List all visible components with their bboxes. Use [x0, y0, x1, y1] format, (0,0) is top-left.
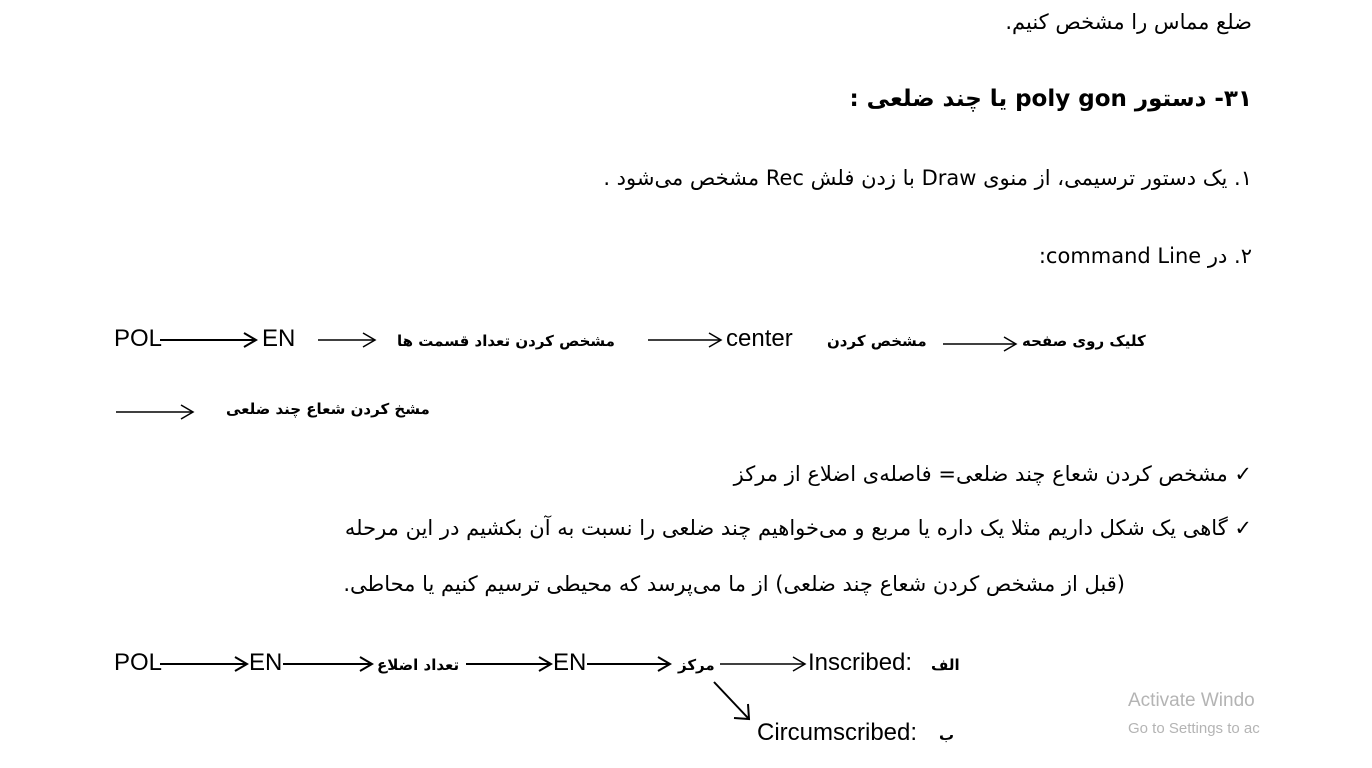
arrow-right-icon [648, 330, 723, 350]
flow2-en2: EN [553, 649, 587, 676]
list-item-2: ۲. در command Line: [1038, 244, 1252, 268]
flow1-segments: مشخص کردن تعداد قسمت ها [397, 332, 615, 350]
flow1-en: EN [262, 325, 296, 352]
flow2-en1: EN [249, 649, 283, 676]
check-item-1-text: مشخص کردن شعاع چند ضلعی= فاصله‌ی اضلاع از مرکز [733, 462, 1228, 486]
arrow-right-icon [466, 654, 554, 674]
check-mark-icon: ✓ [1234, 516, 1252, 540]
arrow-down-right-icon [708, 678, 758, 726]
arrow-right-icon [160, 330, 260, 350]
flow2-be: ب [939, 726, 955, 744]
flow2-inscribed: Inscribed: [808, 649, 913, 676]
activate-windows-subtitle: Go to Settings to ac [1128, 720, 1260, 737]
flow1-radius: مشخ کردن شعاع چند ضلعی [226, 400, 430, 418]
flow1-click: کلیک روی صفحه [1022, 332, 1146, 350]
check-item-2-continuation: (قبل از مشخص کردن شعاع چند ضلعی) از ما می‌پرسد که محیطی ترسیم کنیم یا محاطی. [343, 572, 1125, 596]
flow1-center-label: مشخص کردن [827, 332, 927, 350]
check-item-1 [734, 462, 1252, 486]
text-line-tangent-side: ضلع مماس را مشخص کنیم. [1005, 10, 1252, 34]
activate-windows-title: Activate Windo [1128, 690, 1255, 711]
flow2-center: مرکز [678, 656, 715, 674]
flow2-circumscribed: Circumscribed: [757, 719, 918, 746]
flow2-pol: POL [114, 649, 163, 676]
section-heading-polygon: ۳۱- دستور poly gon یا چند ضلعی : [849, 86, 1252, 112]
flow1-pol: POL [114, 325, 163, 352]
arrow-right-icon [720, 654, 808, 674]
arrow-right-icon [587, 654, 673, 674]
flow1-center: center [726, 325, 793, 352]
arrow-right-icon [318, 330, 378, 350]
check-item-2 [345, 516, 1252, 540]
list-item-1: ۱. یک دستور ترسیمی، از منوی Draw با زدن فلش Rec مشخص می‌شود . [603, 166, 1252, 190]
arrow-right-icon [160, 654, 250, 674]
arrow-right-icon [283, 654, 375, 674]
flow2-alef: الف [931, 656, 960, 674]
arrow-right-icon [943, 334, 1018, 354]
check-mark-icon: ✓ [1234, 462, 1252, 486]
check-item-2-text: گاهی یک شکل داریم مثلا یک داره یا مربع و می‌خواهیم چند ضلعی را نسبت به آن بکشیم در این مرحله [344, 516, 1228, 540]
arrow-right-icon [116, 402, 196, 422]
flow2-sides: تعداد اضلاع [377, 656, 460, 674]
